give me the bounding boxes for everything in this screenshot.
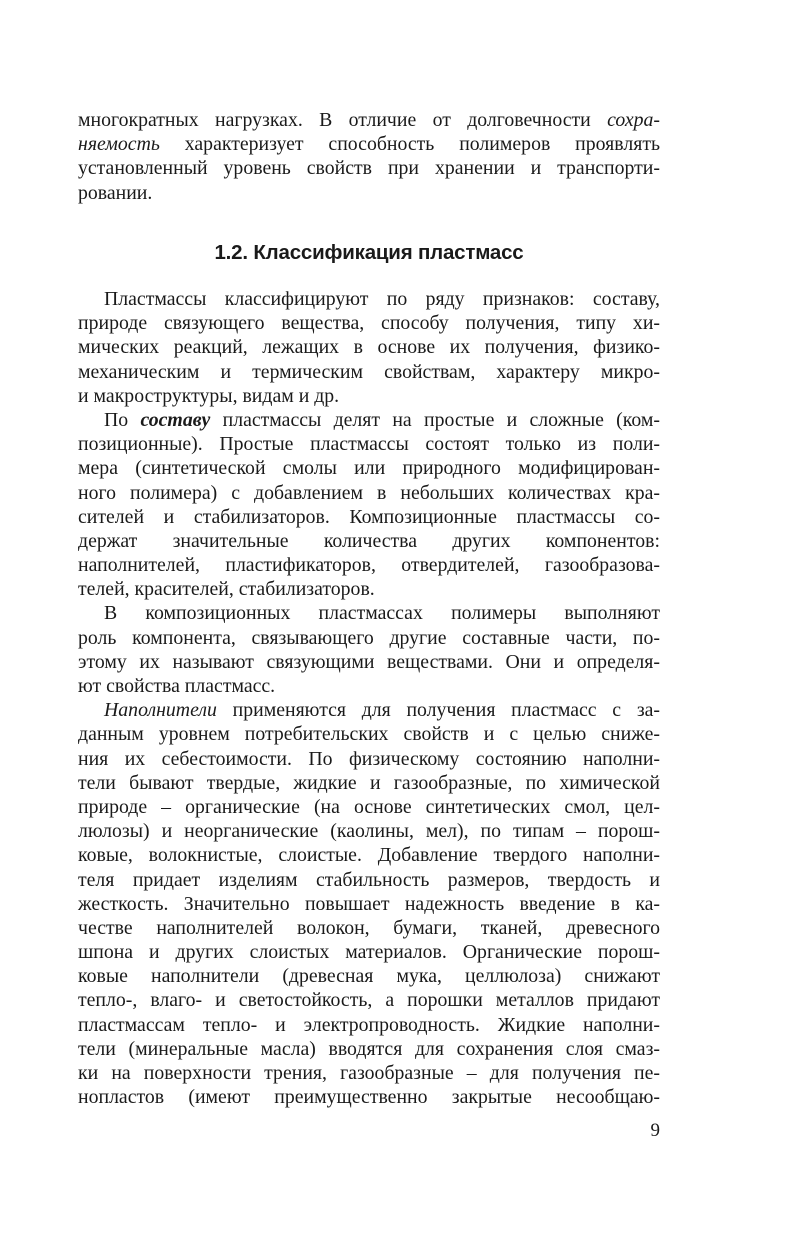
text-line: природе связующего вещества, способу получения, типу хи- xyxy=(78,312,660,335)
text-line: роль компонента, связывающего другие составные части, по- xyxy=(78,626,660,649)
section-heading: 1.2. Классификация пластмасс xyxy=(214,241,524,264)
text-line: этому их называют связующими веществами. Они и определя- xyxy=(78,650,660,673)
text-line: теля придает изделиям стабильность размеров, твердость и xyxy=(78,868,660,891)
text-line: По составу пластмассы делят на простые и сложные (ком- xyxy=(104,408,660,431)
text-line: ровании. xyxy=(78,181,153,204)
text-line: природе – органические (на основе синтетических смол, цел- xyxy=(78,795,660,818)
text-line: позиционные). Простые пластмассы состоят только из поли- xyxy=(78,433,660,456)
text-line: Пластмассы классифицируют по ряду признаков: составу, xyxy=(104,288,660,310)
text-line: наполнителей, пластификаторов, отвердителей, газообразова- xyxy=(78,554,660,577)
text-line: данным уровнем потребительских свойств и с целью сниже- xyxy=(78,723,660,746)
text-line: тели (минеральные масла) вводятся для сохранения слоя смаз- xyxy=(78,1037,660,1060)
text-line: нопластов (имеют преимущественно закрытые несообщаю- xyxy=(78,1086,660,1109)
text-line: и макроструктуры, видам и др. xyxy=(78,384,340,407)
text-line: честве наполнителей волокон, бумаги, тканей, древесного xyxy=(78,916,660,939)
text-line: мера (синтетической смолы или природного модифицирован- xyxy=(78,457,660,480)
text-line: пластмассам тепло- и электропроводность. Жидкие наполни- xyxy=(78,1013,660,1036)
text-line: тели бывают твердые, жидкие и газообразные, по химической xyxy=(78,771,660,794)
text-line: многократных нагрузках. В отличие от долговечности сохра- xyxy=(78,109,660,131)
text-line: ного полимера) с добавлением в небольших количествах кра- xyxy=(78,481,660,504)
text-line: В композиционных пластмассах полимеры выполняют xyxy=(104,602,660,625)
text-line: телей, красителей, стабилизаторов. xyxy=(78,578,375,601)
text-line: няемость характеризует способность полимеров проявлять xyxy=(78,133,660,156)
text-line: ния их себестоимости. По физическому состоянию наполни- xyxy=(78,747,660,770)
emphasis-term: составу xyxy=(140,408,211,431)
top-paragraph xyxy=(78,108,660,205)
text-line: жесткость. Значительно повышает надежность введение в ка- xyxy=(78,892,660,915)
page-number: 9 xyxy=(650,1120,660,1141)
text-line: сителей и стабилизаторов. Композиционные пластмассы со- xyxy=(78,505,660,528)
body-text xyxy=(78,287,660,1109)
text-line: тепло-, влаго- и светостойкость, а порошки металлов придают xyxy=(78,989,660,1012)
emphasis-term: Наполнители xyxy=(104,699,217,722)
text-line: люлозы) и неорганические (каолины, мел), по типам – порош- xyxy=(78,820,660,843)
text-line: ковые наполнители (древесная мука, целлюлоза) снижают xyxy=(78,965,660,988)
text-line: ки на поверхности трения, газообразные – для получения пе- xyxy=(78,1062,660,1084)
text-line: ковые, волокнистые, слоистые. Добавление твердого наполни- xyxy=(78,844,660,867)
text-line: мических реакций, лежащих в основе их получения, физико- xyxy=(78,336,660,359)
text-line: ют свойства пластмасс. xyxy=(78,675,276,697)
text-line: шпона и других слоистых материалов. Органические порош- xyxy=(78,941,660,964)
text-line: держат значительные количества других компонентов: xyxy=(78,529,660,552)
text-line: механическим и термическим свойствам, характеру микро- xyxy=(78,360,660,383)
text-line: Наполнители применяются для получения пластмасс с за- xyxy=(104,699,660,722)
text-line: установленный уровень свойств при хранении и транспорти- xyxy=(78,157,660,180)
